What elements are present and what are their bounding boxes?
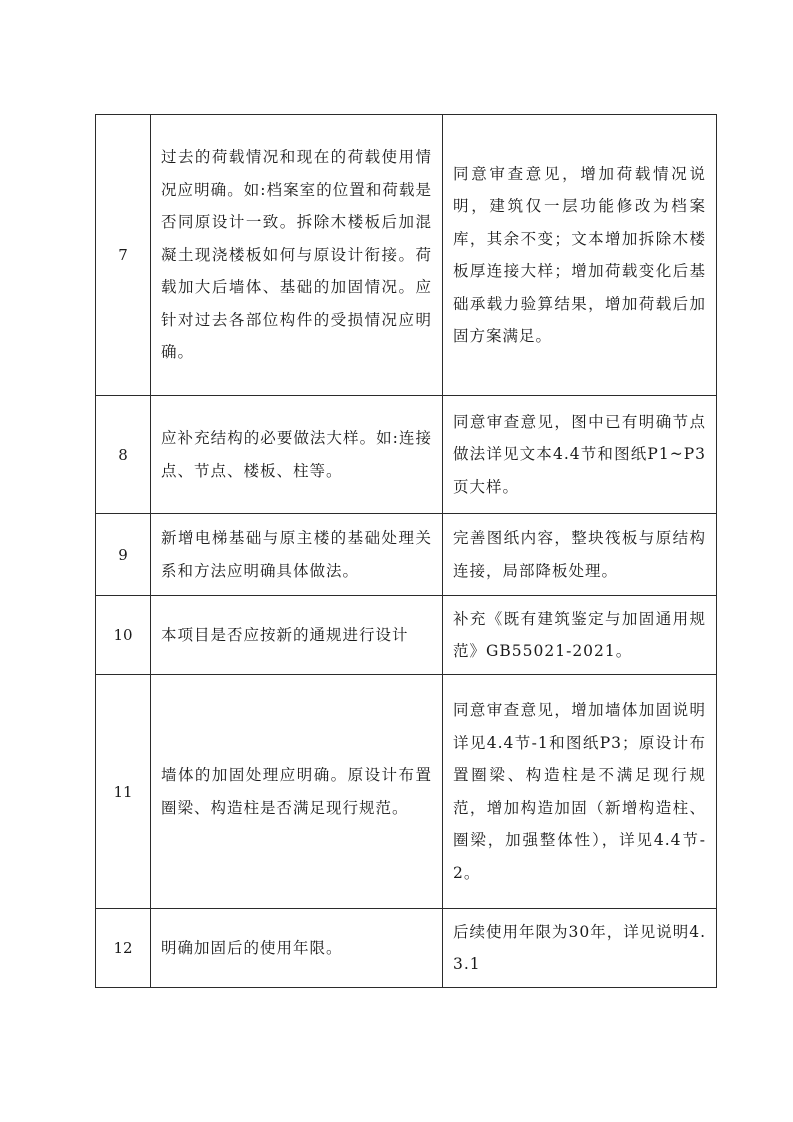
review-issue: 应补充结构的必要做法大样。如:连接点、节点、楼板、柱等。 <box>151 396 443 514</box>
row-number: 8 <box>96 396 151 514</box>
row-number: 11 <box>96 675 151 909</box>
table-row <box>96 909 717 988</box>
review-reply: 同意审查意见，图中已有明确节点做法详见文本4.4节和图纸P1~P3页大样。 <box>443 396 717 514</box>
review-issue: 过去的荷载情况和现在的荷载使用情况应明确。如:档案室的位置和荷载是否同原设计一致。拆除木楼板后加混凝土现浇楼板如何与原设计衔接。荷载加大后墙体、基础的加固情况。应针对过去各部位构件的受损情况应明确。 <box>151 115 443 396</box>
review-issue: 本项目是否应按新的通规进行设计 <box>151 596 443 675</box>
review-reply: 后续使用年限为30年，详见说明4.3.1 <box>443 909 717 988</box>
review-reply: 补充《既有建筑鉴定与加固通用规范》GB55021-2021。 <box>443 596 717 675</box>
row-number: 12 <box>96 909 151 988</box>
review-reply: 完善图纸内容，整块筏板与原结构连接，局部降板处理。 <box>443 514 717 596</box>
table-row <box>96 596 717 675</box>
table-row <box>96 675 717 909</box>
row-number: 10 <box>96 596 151 675</box>
review-issue: 新增电梯基础与原主楼的基础处理关系和方法应明确具体做法。 <box>151 514 443 596</box>
table-row <box>96 115 717 396</box>
review-issue: 墙体的加固处理应明确。原设计布置圈梁、构造柱是否满足现行规范。 <box>151 675 443 909</box>
review-issue: 明确加固后的使用年限。 <box>151 909 443 988</box>
review-reply: 同意审查意见，增加荷载情况说明，建筑仅一层功能修改为档案库，其余不变；文本增加拆除木楼板厚连接大样；增加荷载变化后基础承载力验算结果，增加荷载后加固方案满足。 <box>443 115 717 396</box>
table-row <box>96 514 717 596</box>
review-reply: 同意审查意见，增加墙体加固说明详见4.4节-1和图纸P3；原设计布置圈梁、构造柱是不满足现行规范，增加构造加固（新增构造柱、圈梁，加强整体性），详见4.4节-2。 <box>443 675 717 909</box>
row-number: 7 <box>96 115 151 396</box>
review-comments-table <box>95 114 717 988</box>
table-row <box>96 396 717 514</box>
row-number: 9 <box>96 514 151 596</box>
